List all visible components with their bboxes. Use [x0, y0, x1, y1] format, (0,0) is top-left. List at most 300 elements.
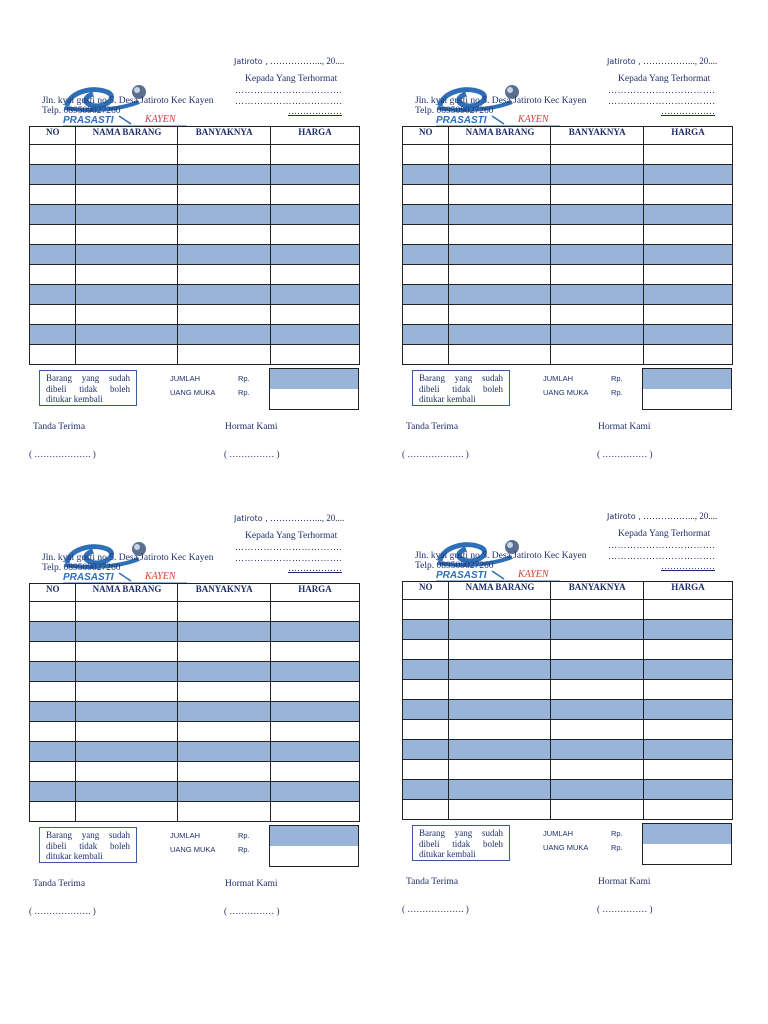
uang-muka-label: UANG MUKA [170, 388, 216, 397]
cell-nama-barang[interactable] [449, 265, 551, 285]
cell-no[interactable] [403, 305, 449, 325]
cell-harga[interactable] [270, 662, 359, 682]
cell-nama-barang[interactable] [449, 205, 551, 225]
cell-no[interactable] [403, 800, 449, 820]
cell-banyaknya[interactable] [551, 680, 643, 700]
cell-nama-barang[interactable] [76, 225, 178, 245]
cell-harga[interactable] [643, 800, 732, 820]
cell-no[interactable] [30, 305, 76, 325]
table-row [30, 305, 360, 325]
cell-banyaknya[interactable] [178, 245, 270, 265]
table-row [30, 802, 360, 822]
cell-nama-barang[interactable] [449, 640, 551, 660]
table-row [403, 800, 733, 820]
cell-no[interactable] [30, 642, 76, 662]
receipt-form [402, 495, 768, 945]
recipient-line-1: ……………………………. [235, 85, 343, 95]
header-nama-barang: NAMA BARANG [76, 584, 178, 602]
seller-signature-line: ( …………… ) [597, 449, 653, 459]
table-row [403, 185, 733, 205]
cell-no[interactable] [403, 185, 449, 205]
cell-nama-barang[interactable] [449, 620, 551, 640]
table-header-row [403, 127, 733, 145]
table-row [30, 702, 360, 722]
cell-banyaknya[interactable] [551, 640, 643, 660]
cell-no[interactable] [30, 225, 76, 245]
cell-banyaknya[interactable] [551, 620, 643, 640]
rp-label: Rp. [238, 845, 250, 854]
cell-nama-barang[interactable] [76, 642, 178, 662]
cell-harga[interactable] [270, 782, 359, 802]
cell-nama-barang[interactable] [449, 345, 551, 365]
brand-sub: KAYEN [145, 114, 176, 125]
cell-nama-barang[interactable] [76, 285, 178, 305]
exchange-note: Barang yang sudah dibeli tidak boleh ditukar kembali [39, 827, 137, 863]
cell-harga[interactable] [643, 205, 732, 225]
table-row [30, 205, 360, 225]
cell-nama-barang[interactable] [76, 602, 178, 622]
receipt-form [29, 40, 399, 490]
date-city: Jatiroto , [234, 57, 268, 66]
cell-nama-barang[interactable] [76, 265, 178, 285]
cell-banyaknya[interactable] [551, 245, 643, 265]
receipt-form [29, 497, 399, 947]
table-header-row [403, 582, 733, 600]
cell-no[interactable] [403, 225, 449, 245]
cell-harga[interactable] [270, 802, 359, 822]
shop-address [415, 551, 587, 571]
cell-banyaknya[interactable] [178, 265, 270, 285]
brand-name: PRASASTI [63, 115, 114, 126]
header-harga: HARGA [270, 584, 359, 602]
buyer-signature-line: ( ………………. ) [402, 904, 469, 914]
cell-no[interactable] [403, 640, 449, 660]
cell-nama-barang[interactable] [449, 225, 551, 245]
phone-line: Telp. 089509027260 [415, 106, 494, 116]
cell-no[interactable] [30, 345, 76, 365]
header-harga: HARGA [643, 582, 732, 600]
cell-harga[interactable] [270, 345, 359, 365]
cell-harga[interactable] [643, 700, 732, 720]
table-row [30, 602, 360, 622]
cell-nama-barang[interactable] [449, 800, 551, 820]
table-row [403, 245, 733, 265]
recipient-label: Kepada Yang Terhormat [618, 529, 711, 539]
date-line [607, 56, 717, 66]
cell-banyaknya[interactable] [178, 225, 270, 245]
table-row [403, 620, 733, 640]
cell-nama-barang[interactable] [449, 600, 551, 620]
cell-no[interactable] [30, 285, 76, 305]
items-table [402, 126, 733, 365]
cell-no[interactable] [403, 760, 449, 780]
cell-harga[interactable] [270, 602, 359, 622]
cell-harga[interactable] [270, 762, 359, 782]
phone-line: Telp. 089509027260 [415, 561, 494, 571]
cell-nama-barang[interactable] [449, 780, 551, 800]
seller-signature-line: ( …………… ) [224, 449, 280, 459]
cell-banyaknya[interactable] [178, 802, 270, 822]
cell-harga[interactable] [270, 682, 359, 702]
cell-banyaknya[interactable] [551, 720, 643, 740]
cell-banyaknya[interactable] [178, 185, 270, 205]
cell-no[interactable] [30, 682, 76, 702]
recipient-line-2: ……………………………. [235, 553, 343, 563]
cell-banyaknya[interactable] [551, 205, 643, 225]
header-nama-barang: NAMA BARANG [449, 582, 551, 600]
table-header-row [30, 127, 360, 145]
hormat-kami-label: Hormat Kami [598, 877, 651, 887]
cell-no[interactable] [403, 205, 449, 225]
cell-harga[interactable] [643, 325, 732, 345]
cell-harga[interactable] [270, 702, 359, 722]
brand-sub: KAYEN [518, 569, 549, 580]
cell-harga[interactable] [270, 325, 359, 345]
jumlah-label: JUMLAH [543, 374, 574, 383]
recipient-label: Kepada Yang Terhormat [618, 74, 711, 84]
exchange-note: Barang yang sudah dibeli tidak boleh ditukar kembali [412, 825, 510, 861]
table-row [403, 145, 733, 165]
rp-label: Rp. [611, 843, 623, 852]
table-row [30, 165, 360, 185]
cell-nama-barang[interactable] [76, 305, 178, 325]
cell-no[interactable] [30, 742, 76, 762]
table-row [403, 265, 733, 285]
cell-no[interactable] [30, 602, 76, 622]
cell-banyaknya[interactable] [178, 285, 270, 305]
tanda-terima-label: Tanda Terima [33, 422, 86, 432]
table-row [403, 205, 733, 225]
cell-no[interactable] [403, 740, 449, 760]
cell-harga[interactable] [270, 622, 359, 642]
table-row [30, 722, 360, 742]
cell-no[interactable] [30, 802, 76, 822]
table-row [30, 345, 360, 365]
cell-banyaknya[interactable] [178, 305, 270, 325]
cell-nama-barang[interactable] [449, 305, 551, 325]
table-row [403, 700, 733, 720]
uang-muka-field[interactable] [642, 389, 732, 410]
cell-harga[interactable] [270, 145, 359, 165]
rp-label: Rp. [611, 388, 623, 397]
cell-nama-barang[interactable] [76, 722, 178, 742]
cell-nama-barang[interactable] [76, 802, 178, 822]
cell-no[interactable] [30, 185, 76, 205]
table-row [403, 285, 733, 305]
brand-name: PRASASTI [63, 572, 114, 583]
buyer-signature-line: ( ………………. ) [29, 906, 96, 916]
cell-nama-barang[interactable] [449, 720, 551, 740]
cell-banyaknya[interactable] [551, 780, 643, 800]
cell-no[interactable] [403, 245, 449, 265]
recipient-label: Kepada Yang Terhormat [245, 531, 338, 541]
recipient-label: Kepada Yang Terhormat [245, 74, 338, 84]
rp-label: Rp. [238, 831, 250, 840]
cell-nama-barang[interactable] [449, 285, 551, 305]
uang-muka-label: UANG MUKA [170, 845, 216, 854]
date-line [607, 511, 717, 521]
cell-no[interactable] [30, 662, 76, 682]
shop-address [415, 96, 587, 116]
table-row [403, 720, 733, 740]
jumlah-field[interactable] [269, 368, 359, 390]
uang-muka-label: UANG MUKA [543, 843, 589, 852]
header-banyaknya: BANYAKNYA [178, 584, 270, 602]
cell-no[interactable] [403, 600, 449, 620]
cell-harga[interactable] [270, 165, 359, 185]
cell-no[interactable] [30, 145, 76, 165]
table-row [403, 325, 733, 345]
recipient-line-2: ……………………………. [608, 96, 716, 106]
table-row [30, 782, 360, 802]
cell-no[interactable] [403, 780, 449, 800]
cell-banyaknya[interactable] [551, 265, 643, 285]
cell-banyaknya[interactable] [178, 662, 270, 682]
header-no: NO [403, 582, 449, 600]
brand-name: PRASASTI [436, 115, 487, 126]
cell-harga[interactable] [643, 245, 732, 265]
table-row [30, 642, 360, 662]
cell-banyaknya[interactable] [551, 760, 643, 780]
hormat-kami-label: Hormat Kami [225, 879, 278, 889]
cell-nama-barang[interactable] [76, 682, 178, 702]
cell-banyaknya[interactable] [551, 345, 643, 365]
cell-banyaknya[interactable] [551, 185, 643, 205]
hormat-kami-label: Hormat Kami [225, 422, 278, 432]
recipient-line-3: ……………… [661, 561, 715, 571]
cell-harga[interactable] [270, 305, 359, 325]
cell-banyaknya[interactable] [551, 325, 643, 345]
cell-nama-barang[interactable] [76, 205, 178, 225]
cell-harga[interactable] [643, 760, 732, 780]
cell-nama-barang[interactable] [449, 245, 551, 265]
cell-harga[interactable] [643, 345, 732, 365]
cell-banyaknya[interactable] [178, 325, 270, 345]
cell-harga[interactable] [643, 185, 732, 205]
cell-banyaknya[interactable] [178, 602, 270, 622]
cell-banyaknya[interactable] [178, 762, 270, 782]
cell-no[interactable] [30, 702, 76, 722]
cell-no[interactable] [30, 762, 76, 782]
brand-sub: KAYEN [145, 571, 176, 582]
table-row [403, 600, 733, 620]
items-table [29, 126, 360, 365]
cell-harga[interactable] [270, 205, 359, 225]
shop-address [42, 96, 214, 116]
cell-nama-barang[interactable] [76, 185, 178, 205]
cell-banyaknya[interactable] [178, 742, 270, 762]
cell-no[interactable] [30, 782, 76, 802]
buyer-signature-line: ( ………………. ) [402, 449, 469, 459]
cell-harga[interactable] [643, 285, 732, 305]
table-row [403, 305, 733, 325]
cell-banyaknya[interactable] [551, 165, 643, 185]
cell-banyaknya[interactable] [178, 642, 270, 662]
table-row [30, 662, 360, 682]
header-no: NO [30, 127, 76, 145]
cell-banyaknya[interactable] [178, 722, 270, 742]
cell-harga[interactable] [643, 265, 732, 285]
cell-banyaknya[interactable] [551, 600, 643, 620]
cell-no[interactable] [30, 165, 76, 185]
recipient-line-3: ……………… [661, 106, 715, 116]
cell-no[interactable] [403, 620, 449, 640]
cell-nama-barang[interactable] [449, 740, 551, 760]
cell-harga[interactable] [643, 305, 732, 325]
cell-harga[interactable] [270, 265, 359, 285]
cell-banyaknya[interactable] [178, 345, 270, 365]
recipient-line-1: ……………………………. [608, 85, 716, 95]
cell-harga[interactable] [643, 165, 732, 185]
cell-banyaknya[interactable] [551, 800, 643, 820]
cell-banyaknya[interactable] [551, 285, 643, 305]
recipient-line-1: ……………………………. [235, 542, 343, 552]
cell-nama-barang[interactable] [76, 662, 178, 682]
table-row [403, 680, 733, 700]
cell-banyaknya[interactable] [178, 782, 270, 802]
uang-muka-label: UANG MUKA [543, 388, 589, 397]
cell-nama-barang[interactable] [76, 622, 178, 642]
cell-banyaknya[interactable] [551, 660, 643, 680]
address-line: Jln. kyai gusti no 5. Desa Jatiroto Kec Kayen [415, 551, 587, 561]
cell-nama-barang[interactable] [76, 165, 178, 185]
recipient-line-3: ……………… [288, 563, 342, 573]
cell-harga[interactable] [270, 642, 359, 662]
recipient-line-2: ……………………………. [235, 96, 343, 106]
header-nama-barang: NAMA BARANG [76, 127, 178, 145]
cell-nama-barang[interactable] [76, 145, 178, 165]
cell-nama-barang[interactable] [449, 760, 551, 780]
date-city: Jatiroto , [607, 512, 641, 521]
table-row [30, 682, 360, 702]
cell-harga[interactable] [270, 722, 359, 742]
table-row [403, 660, 733, 680]
cell-nama-barang[interactable] [449, 680, 551, 700]
cell-banyaknya[interactable] [178, 205, 270, 225]
cell-banyaknya[interactable] [551, 225, 643, 245]
table-row [30, 145, 360, 165]
cell-no[interactable] [403, 680, 449, 700]
cell-nama-barang[interactable] [449, 145, 551, 165]
cell-harga[interactable] [270, 285, 359, 305]
cell-harga[interactable] [643, 225, 732, 245]
header-harga: HARGA [643, 127, 732, 145]
table-row [30, 742, 360, 762]
date-line [234, 56, 344, 66]
address-line: Jln. kyai gusti no 5. Desa Jatiroto Kec Kayen [42, 553, 214, 563]
recipient-line-1: ……………………………. [608, 540, 716, 550]
cell-harga[interactable] [643, 660, 732, 680]
phone-line: Telp. 089509027260 [42, 106, 121, 116]
cell-no[interactable] [403, 345, 449, 365]
cell-nama-barang[interactable] [76, 245, 178, 265]
receipt-form [402, 40, 768, 490]
jumlah-field[interactable] [269, 825, 359, 847]
cell-harga[interactable] [643, 680, 732, 700]
cell-no[interactable] [30, 205, 76, 225]
cell-no[interactable] [30, 245, 76, 265]
cell-no[interactable] [403, 660, 449, 680]
cell-banyaknya[interactable] [551, 305, 643, 325]
cell-nama-barang[interactable] [449, 165, 551, 185]
cell-harga[interactable] [270, 742, 359, 762]
cell-banyaknya[interactable] [178, 682, 270, 702]
table-row [30, 762, 360, 782]
cell-no[interactable] [30, 265, 76, 285]
date-dots: ……………..., 20.... [640, 56, 718, 66]
uang-muka-field[interactable] [269, 846, 359, 867]
cell-harga[interactable] [270, 245, 359, 265]
cell-harga[interactable] [643, 780, 732, 800]
cell-banyaknya[interactable] [551, 700, 643, 720]
cell-no[interactable] [403, 165, 449, 185]
cell-nama-barang[interactable] [76, 702, 178, 722]
cell-no[interactable] [403, 285, 449, 305]
jumlah-label: JUMLAH [543, 829, 574, 838]
cell-nama-barang[interactable] [449, 325, 551, 345]
cell-nama-barang[interactable] [76, 325, 178, 345]
cell-harga[interactable] [643, 740, 732, 760]
header-nama-barang: NAMA BARANG [449, 127, 551, 145]
jumlah-field[interactable] [642, 368, 732, 390]
cell-banyaknya[interactable] [178, 702, 270, 722]
uang-muka-field[interactable] [642, 844, 732, 865]
jumlah-label: JUMLAH [170, 831, 201, 840]
cell-banyaknya[interactable] [551, 145, 643, 165]
jumlah-label: JUMLAH [170, 374, 201, 383]
items-table [29, 583, 360, 822]
rp-label: Rp. [611, 829, 623, 838]
header-banyaknya: BANYAKNYA [178, 127, 270, 145]
table-row [403, 740, 733, 760]
cell-nama-barang[interactable] [76, 742, 178, 762]
recipient-line-2: ……………………………. [608, 551, 716, 561]
cell-nama-barang[interactable] [76, 782, 178, 802]
cell-harga[interactable] [643, 620, 732, 640]
jumlah-field[interactable] [642, 823, 732, 845]
cell-nama-barang[interactable] [449, 185, 551, 205]
uang-muka-field[interactable] [269, 389, 359, 410]
cell-no[interactable] [30, 325, 76, 345]
tanda-terima-label: Tanda Terima [33, 879, 86, 889]
cell-banyaknya[interactable] [551, 740, 643, 760]
cell-no[interactable] [403, 265, 449, 285]
cell-harga[interactable] [270, 225, 359, 245]
cell-nama-barang[interactable] [449, 660, 551, 680]
cell-harga[interactable] [643, 600, 732, 620]
cell-no[interactable] [30, 722, 76, 742]
cell-nama-barang[interactable] [449, 700, 551, 720]
cell-banyaknya[interactable] [178, 622, 270, 642]
cell-no[interactable] [403, 145, 449, 165]
table-row [403, 225, 733, 245]
cell-banyaknya[interactable] [178, 145, 270, 165]
header-banyaknya: BANYAKNYA [551, 582, 643, 600]
cell-no[interactable] [30, 622, 76, 642]
cell-no[interactable] [403, 325, 449, 345]
cell-no[interactable] [403, 720, 449, 740]
cell-harga[interactable] [643, 720, 732, 740]
cell-nama-barang[interactable] [76, 345, 178, 365]
cell-no[interactable] [403, 700, 449, 720]
cell-nama-barang[interactable] [76, 762, 178, 782]
table-row [30, 245, 360, 265]
cell-harga[interactable] [643, 640, 732, 660]
cell-banyaknya[interactable] [178, 165, 270, 185]
date-dots: ……………..., 20.... [267, 56, 345, 66]
cell-harga[interactable] [643, 145, 732, 165]
cell-harga[interactable] [270, 185, 359, 205]
